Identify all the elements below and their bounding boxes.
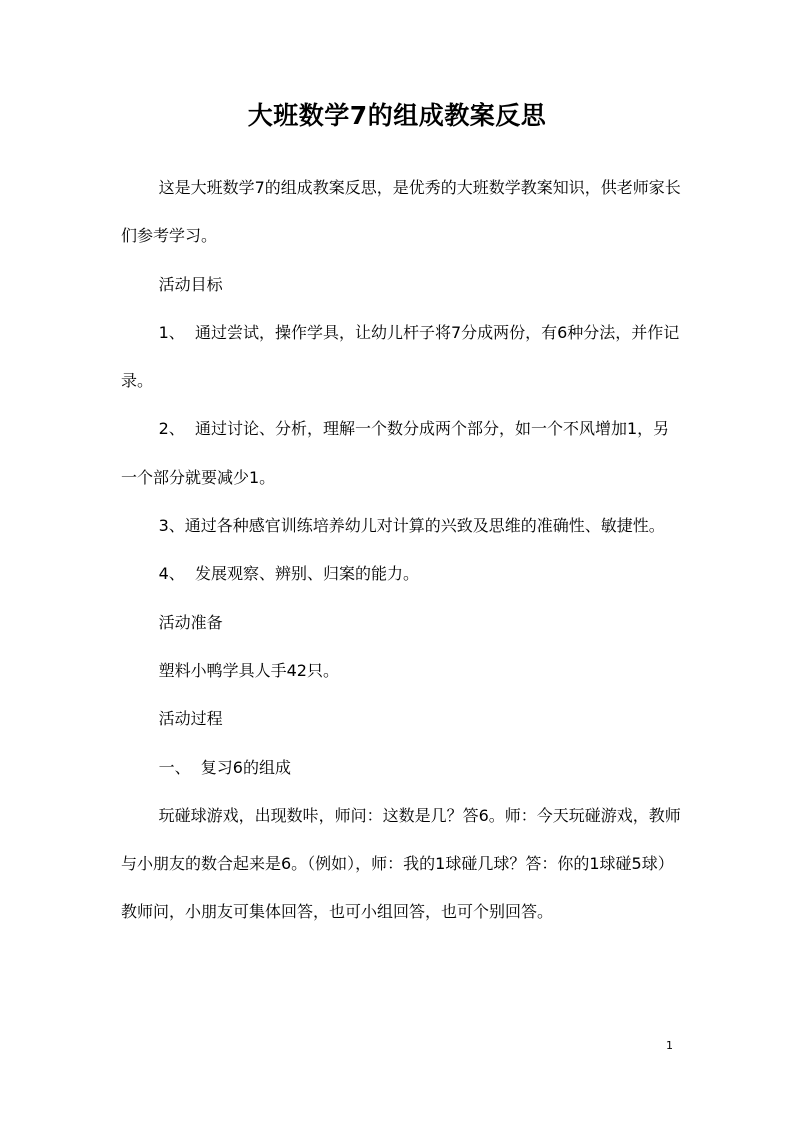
document-body [121,164,681,937]
goal-item-4: 4、 发展观察、辨别、归案的能力。 [158,564,419,584]
document-title: 大班数学7的组成教案反思 [247,101,547,130]
process-step-1-heading: 一、 复习6的组成 [158,757,291,777]
preparation-paragraph: 塑料小鸭学具人手42只。 [158,660,339,680]
page-number: 1 [666,1039,673,1052]
intro-paragraph: 这是大班数学7的组成教案反思，是优秀的大班数学教案知识，供老师家长们参考学习。 [121,178,681,246]
process-step-1-paragraph: 玩碰球游戏，出现数咔，师问：这数是几？答6。师：今天玩碰游戏，教师与小朋友的数合起来是6。（例如），师：我的1球碰几球？答：你的1球碰5球）教师问，小朋友可集体回答，也可小组回答，也可个别回答。 [121,805,681,922]
section-heading-preparation: 活动准备 [158,612,223,632]
goal-item-1: 1、 通过尝试，操作学具，让幼儿杆子将7分成两份，有6种分法，并作记录。 [121,322,680,391]
goal-item-3: 3、通过各种感官训练培养幼儿对计算的兴致及思维的准确性、敏捷性。 [158,516,665,536]
section-heading-goals: 活动目标 [158,274,223,294]
section-heading-process: 活动过程 [158,709,223,729]
goal-item-2: 2、 通过讨论、分析，理解一个数分成两个部分，如一个不风增加1，另一个部分就要减少1。 [121,419,670,487]
